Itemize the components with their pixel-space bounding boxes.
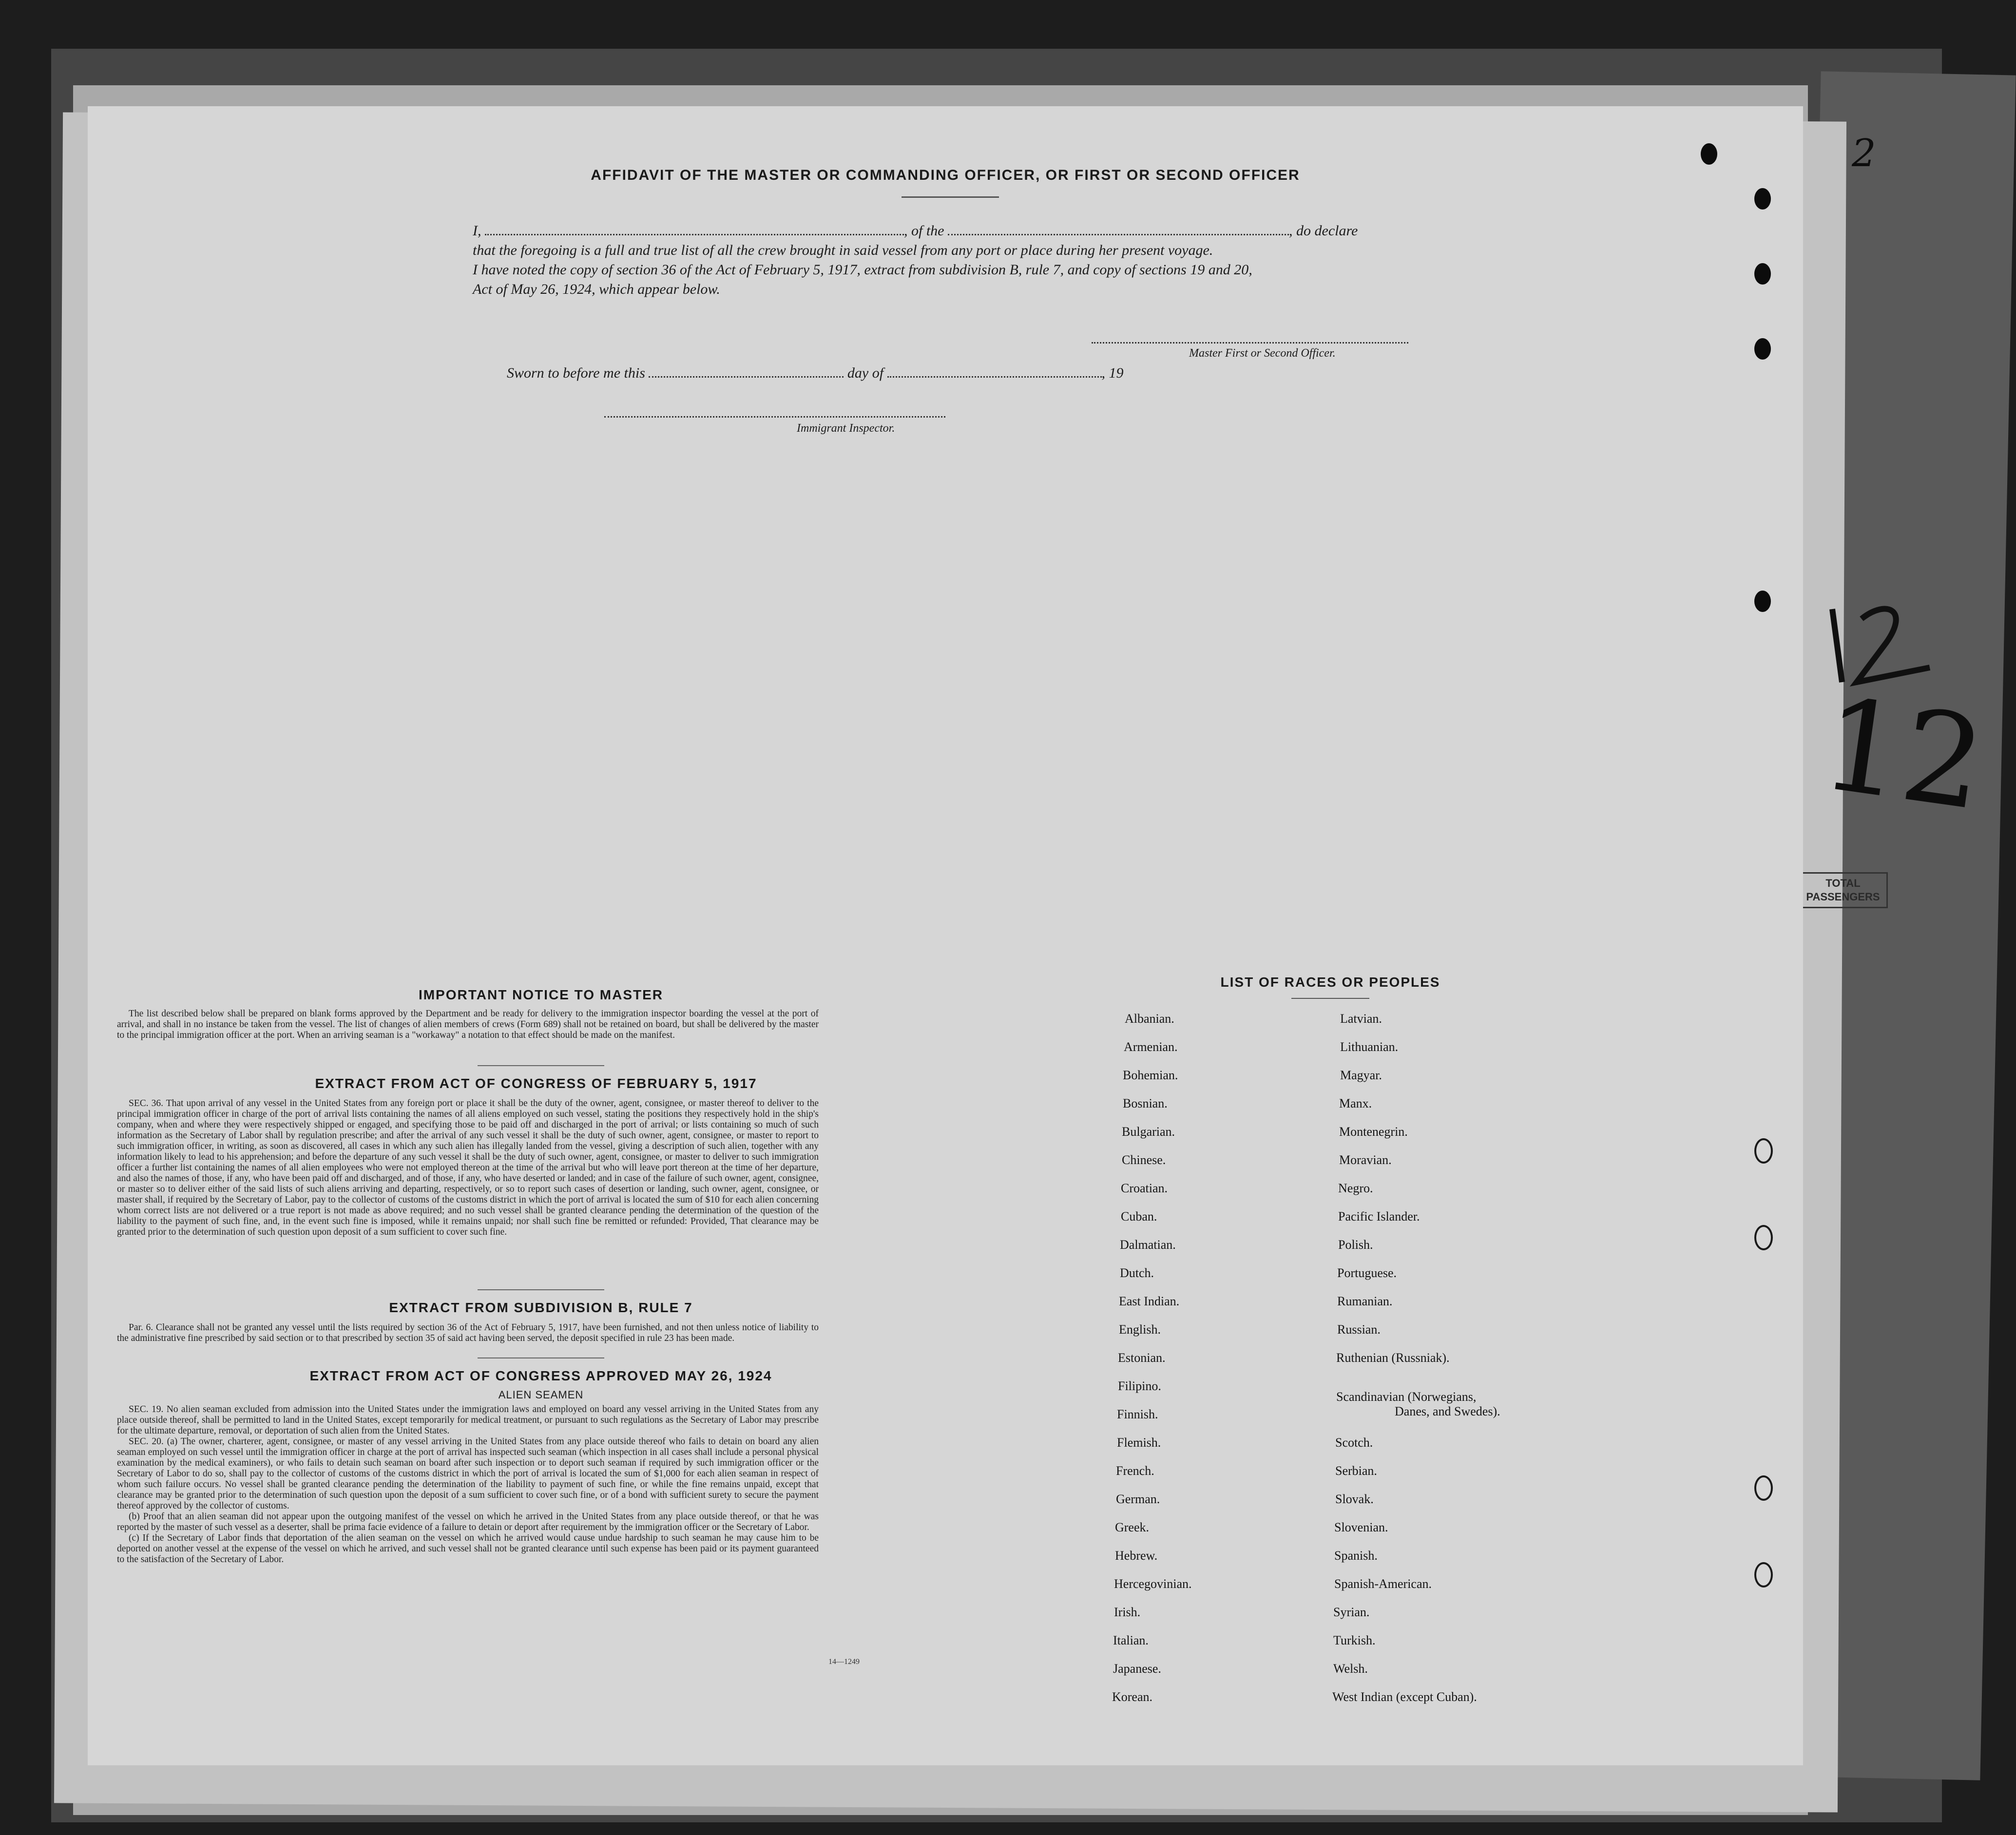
races-title-rule xyxy=(1291,998,1369,999)
race-item: Montenegrin. xyxy=(1339,1125,1408,1139)
race-item: Scotch. xyxy=(1335,1435,1373,1450)
race-item: Finnish. xyxy=(1117,1407,1158,1421)
section-20a-paragraph: SEC. 20. (a) The owner, charterer, agent, consignee, or master of any vessel arriving in the United States from any place outside thereof who fails to detain on board any alien seaman employed on such vessel until the immigration officer in charge at the port of arrival has inspected such seaman (which inspection in all cases shall include a personal physical examination by the medical examiners), or who fails to detain such seaman on board after such inspection or to deport such seaman if required by such immigration officer or the Secretary of Labor to do so, shall pay to the collector of customs of the customs district in which the port of arrival is located the sum of $1,000 for each alien seaman in respect of whom such failure occurs. No vessel shall be granted clearance pending the determination of the liability to payment of such fine, or while the fine remains unpaid, except that clearance may be granted prior to the determination of such question upon the deposit of a sum sufficient to cover such fine, or of a bond with sufficient surety to secure the payment thereof approved by the collector of customs. xyxy=(117,1436,819,1511)
section-20b-paragraph: (b) Proof that an alien seaman did not appear upon the outgoing manifest of the vessel on which he arrived in the United States from any place outside thereof, or that he was reported by the master of such vessel as a deserter, shall be prima facie evidence of a failure to detain or deport after requirement by the immigration officer or the Secretary of Labor. xyxy=(117,1511,819,1532)
affidavit-of-the: , of the xyxy=(904,223,944,239)
race-item: Bulgarian. xyxy=(1122,1125,1175,1139)
race-item: Latvian. xyxy=(1340,1012,1382,1026)
race-item: Greek. xyxy=(1115,1520,1150,1534)
affidavit-line-2: that the foregoing is a full and true list of all the crew brought in said vessel from any port or place during her present voyage. xyxy=(473,242,1213,258)
notice-text xyxy=(117,1009,819,1041)
stamp-line-1: TOTAL xyxy=(1825,877,1861,889)
page-number-mark: 2 xyxy=(1852,132,1876,175)
affidavit-do-declare: , do declare xyxy=(1289,223,1358,239)
title-rule xyxy=(902,196,999,198)
race-item: French. xyxy=(1116,1464,1154,1478)
form-number: 14—1249 xyxy=(828,1658,860,1666)
race-item: Bosnian. xyxy=(1123,1096,1168,1110)
race-item: Hercegovinian. xyxy=(1114,1577,1192,1591)
binder-hole xyxy=(1754,188,1771,210)
race-item: Irish. xyxy=(1114,1605,1141,1619)
race-item: Albanian. xyxy=(1125,1012,1174,1026)
races-title: LIST OF RACES OR PEOPLES xyxy=(1220,975,1440,990)
race-item: Estonian. xyxy=(1118,1351,1166,1365)
race-item: Bohemian. xyxy=(1123,1068,1178,1082)
notice-paragraph: The list described below shall be prepared on blank forms approved by the Department and be ready for delivery to the immigration inspector boarding the vessel at the port of arrival, and shall in no instance be taken from the vessel. The list of changes of alien members of crews (Form 689) shall not be retained on board, but shall be delivered by the master to the principal immigration officer at the port. When an arriving seaman is a "workaway" a notation to that effect should be made on the manifest. xyxy=(117,1009,819,1040)
race-item: Filipino. xyxy=(1118,1379,1161,1393)
race-item: Slovenian. xyxy=(1334,1520,1388,1534)
race-item: Danes, and Swedes). xyxy=(1395,1404,1500,1418)
stamp-line-2: PASSENGERS xyxy=(1806,891,1880,903)
binder-hole-open xyxy=(1754,1475,1773,1501)
race-item: Armenian. xyxy=(1124,1040,1178,1054)
extract-1924-text xyxy=(117,1404,819,1565)
race-item: Polish. xyxy=(1338,1238,1373,1252)
race-item: Portuguese. xyxy=(1337,1266,1397,1280)
alien-seamen-subtitle: ALIEN SEAMEN xyxy=(498,1389,584,1401)
race-item: Welsh. xyxy=(1333,1662,1368,1676)
race-item: Korean. xyxy=(1112,1690,1153,1704)
race-item: Croatian. xyxy=(1121,1181,1168,1195)
race-item: Spanish. xyxy=(1334,1548,1378,1563)
race-item: Scandinavian (Norwegians, xyxy=(1336,1390,1477,1404)
race-item: Manx. xyxy=(1339,1096,1372,1110)
day-of-text: day of xyxy=(847,365,884,381)
binder-hole-open xyxy=(1754,1225,1773,1250)
affidavit-line-4: Act of May 26, 1924, which appear below. xyxy=(473,281,720,297)
affidavit-i: I, xyxy=(473,223,481,239)
binder-hole-open xyxy=(1754,1138,1773,1164)
race-item: Pacific Islander. xyxy=(1338,1209,1420,1223)
race-item: Dalmatian. xyxy=(1120,1238,1176,1252)
race-item: Hebrew. xyxy=(1115,1548,1158,1563)
affidavit-line-1 xyxy=(473,221,1358,241)
binder-hole xyxy=(1754,263,1771,285)
binder-hole xyxy=(1701,143,1717,165)
race-item: Negro. xyxy=(1338,1181,1373,1195)
race-item: Italian. xyxy=(1113,1633,1149,1647)
sworn-text: Sworn to before me this xyxy=(507,365,645,381)
race-item: Rumanian. xyxy=(1337,1294,1393,1308)
paragraph-6: Par. 6. Clearance shall not be granted any vessel until the lists required by section 36 of the Act of February 5, 1917, have been furnished, and not then unless notice of liability to the administrative fine prescribed by said section or to that prescribed by section 35 of said act having been served, the deposit specified in rule 23 has been made. xyxy=(117,1322,819,1343)
binder-hole xyxy=(1754,591,1771,612)
handwritten-number-overflow xyxy=(1827,599,1935,687)
binder-hole-open xyxy=(1754,1562,1773,1587)
handwritten-number: 12 xyxy=(1813,670,1994,839)
extract-1917-title: EXTRACT FROM ACT OF CONGRESS OF FEBRUARY 5, 1917 xyxy=(315,1076,757,1091)
race-item: Chinese. xyxy=(1122,1153,1166,1167)
race-item: Moravian. xyxy=(1339,1153,1392,1167)
race-item: Magyar. xyxy=(1340,1068,1382,1082)
race-item: Lithuanian. xyxy=(1340,1040,1399,1054)
master-signature-label: Master First or Second Officer. xyxy=(1189,347,1336,360)
subdivision-b-title: EXTRACT FROM SUBDIVISION B, RULE 7 xyxy=(389,1300,693,1315)
race-item: East Indian. xyxy=(1119,1294,1180,1308)
extract-1924-title: EXTRACT FROM ACT OF CONGRESS APPROVED MAY 26, 1924 xyxy=(309,1368,772,1383)
race-item: Flemish. xyxy=(1117,1435,1161,1450)
race-item: English. xyxy=(1119,1322,1161,1337)
section-rule xyxy=(478,1357,604,1358)
affidavit-title: AFFIDAVIT OF THE MASTER OR COMMANDING OFFICER, OR FIRST OR SECOND OFFICER xyxy=(591,167,1300,183)
race-item: Syrian. xyxy=(1333,1605,1370,1619)
affidavit-line-3: I have noted the copy of section 36 of the Act of February 5, 1917, extract from subdivision B, rule 7, and copy of sections 19 and 20, xyxy=(473,262,1252,278)
handwritten-stroke xyxy=(1827,599,1935,687)
master-signature-line xyxy=(1092,342,1408,344)
race-item: Japanese. xyxy=(1113,1662,1161,1676)
race-item: Russian. xyxy=(1337,1322,1381,1337)
race-item: German. xyxy=(1116,1492,1160,1506)
sworn-line xyxy=(507,363,1124,383)
section-19-paragraph: SEC. 19. No alien seaman excluded from admission into the United States under the immigration laws and employed on board any vessel arriving in the United States from any place outside thereof, shall be permitted to land in the United States, except temporarily for medical treatment, or pursuant to such regulations as the Secretary of Labor may prescribe for the ultimate departure, removal, or deportation of such alien from the United States. xyxy=(117,1404,819,1436)
race-item: Dutch. xyxy=(1120,1266,1154,1280)
race-item: West Indian (except Cuban). xyxy=(1332,1690,1477,1704)
total-passengers-stamp xyxy=(1798,872,1888,908)
extract-1917-text xyxy=(117,1098,819,1238)
race-item: Slovak. xyxy=(1335,1492,1374,1506)
inspector-signature-line xyxy=(604,416,945,418)
section-rule xyxy=(478,1065,604,1066)
race-item: Turkish. xyxy=(1333,1633,1376,1647)
race-item: Serbian. xyxy=(1335,1464,1377,1478)
section-rule xyxy=(478,1289,604,1290)
subdivision-b-text xyxy=(117,1322,819,1344)
section-20c-paragraph: (c) If the Secretary of Labor finds that deportation of the alien seaman on the vessel on which he arrived would cause undue hardship to such seaman he may cause him to be deported on another vessel at the expense of the vessel on which he arrived, and such vessel shall not be granted clearance until such expense has been paid or its payment guaranteed to the satisfaction of the Secretary of Labor. xyxy=(117,1533,819,1565)
inspector-label: Immigrant Inspector. xyxy=(797,422,895,435)
race-item: Ruthenian (Russniak). xyxy=(1336,1351,1450,1365)
race-item: Cuban. xyxy=(1121,1209,1157,1223)
notice-title: IMPORTANT NOTICE TO MASTER xyxy=(418,987,664,1002)
year-text: , 19 xyxy=(1101,365,1124,381)
section-36-paragraph: SEC. 36. That upon arrival of any vessel in the United States from any foreign port or place it shall be the duty of the owner, agent, consignee, or master thereof to deliver to the principal immigration officer in charge of the port of arrival lists containing the names of all aliens employed on such vessel, stating the positions they respectively hold in the ship's company, when and where they were respectively shipped or engaged, and specifying those to be paid off and discharged in the port of arrival; or lists containing so much of such information as the Secretary of Labor shall by regulation prescribe; and after the arrival of any such vessel it shall be the duty of such owner, agent, consignee, or master to report to such immigration officer, in writing, as soon as discovered, all cases in which any such alien has illegally landed from the vessel, giving a description of such alien, together with any information likely to lead to his apprehension; and before the departure of any such vessel it shall be the duty of such owner, agent, consignee, or master to deliver to such immigration officer a further list containing the names of all alien employees who were not employed thereon at the time of the arrival but who will leave port thereon at the time of her departure, and also the names of those, if any, who have been paid off and discharged, and of those, if any, who have deserted or landed; and in case of the failure of such owner, agent, consignee, or master so to deliver either of the said lists of such aliens arriving and departing, respectively, or so to report such cases of desertion or landing, such owner, agent, consignee, or master shall, if required by the Secretary of Labor, pay to the collector of customs of the customs district in which the port of arrival is located the sum of $10 for each alien concerning whom correct lists are not delivered or a true report is not made as above required; and no such vessel shall be granted clearance pending the determination of the question of the liability to the payment of such fine, and, in the event such fine is imposed, while it remains unpaid; nor shall such fine be remitted or refunded: Provided, That clearance may be granted prior to the determination of such question upon deposit of a sum sufficient to cover such fine. xyxy=(117,1098,819,1237)
binder-hole xyxy=(1754,338,1771,360)
race-item: Spanish-American. xyxy=(1334,1577,1432,1591)
